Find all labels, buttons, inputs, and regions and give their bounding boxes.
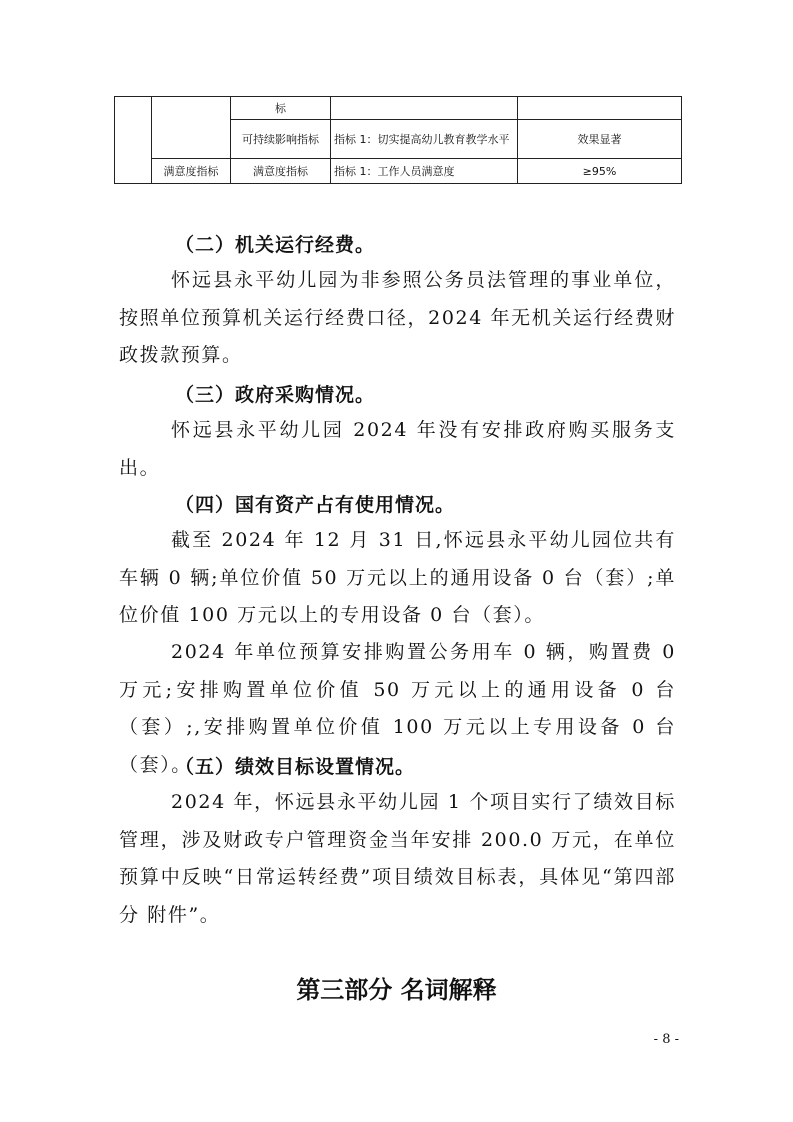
section-title-procurement: （三）政府采购情况。 bbox=[175, 384, 376, 406]
paragraph-operating-funds: 怀远县永平幼儿园为非参照公务员法管理的事业单位，按照单位预算机关运行经费口径，2024 年无机关运行经费财政拨款预算。 bbox=[119, 269, 676, 366]
table-cell: 可持续影响指标 bbox=[231, 120, 331, 159]
paragraph-procurement: 怀远县永平幼儿园 2024 年没有安排政府购买服务支出。 bbox=[119, 419, 676, 479]
table-row bbox=[115, 159, 682, 184]
paragraph-assets-2: 2024 年单位预算安排购置公务用车 0 辆，购置费 0 万元;安排购置单位价值 50 万元以上的通用设备 0 台（套）;,安排购置单位价值 100 万元以上专用设备 0 台（套）。 bbox=[119, 641, 676, 776]
paragraph-performance: 2024 年，怀远县永平幼儿园 1 个项目实行了绩效目标管理，涉及财政专户管理资金当年安排 200.0 万元，在单位预算中反映“日常运转经费”项目绩效目标表，具体见“第四部分 附件”。 bbox=[119, 791, 676, 926]
table-cell: 满意度指标 bbox=[152, 159, 231, 184]
table-cell: 指标 1：工作人员满意度 bbox=[331, 159, 518, 184]
page-number: - 8 - bbox=[653, 1032, 679, 1047]
performance-table bbox=[114, 96, 682, 184]
table-cell bbox=[115, 97, 152, 184]
section-title-operating-funds: （二）机关运行经费。 bbox=[175, 234, 376, 256]
part-heading: 第三部分 名词解释 bbox=[296, 976, 497, 1004]
table-row bbox=[115, 97, 682, 120]
section-title-performance: （五）绩效目标设置情况。 bbox=[175, 756, 416, 778]
table-cell: ≥95% bbox=[518, 159, 682, 184]
table-cell: 指标 1：切实提高幼儿教育教学水平 bbox=[331, 120, 518, 159]
table-cell bbox=[518, 97, 682, 120]
table-cell bbox=[331, 97, 518, 120]
section-title-assets: （四）国有资产占有使用情况。 bbox=[175, 494, 456, 516]
table-cell: 效果显著 bbox=[518, 120, 682, 159]
table-cell: 标 bbox=[231, 97, 331, 120]
paragraph-assets-1: 截至 2024 年 12 月 31 日,怀远县永平幼儿园位共有车辆 0 辆;单位价值 50 万元以上的通用设备 0 台（套）;单位价值 100 万元以上的专用设备 0 台（套）。 bbox=[119, 529, 676, 626]
table-cell bbox=[152, 97, 231, 159]
table-cell: 满意度指标 bbox=[231, 159, 331, 184]
